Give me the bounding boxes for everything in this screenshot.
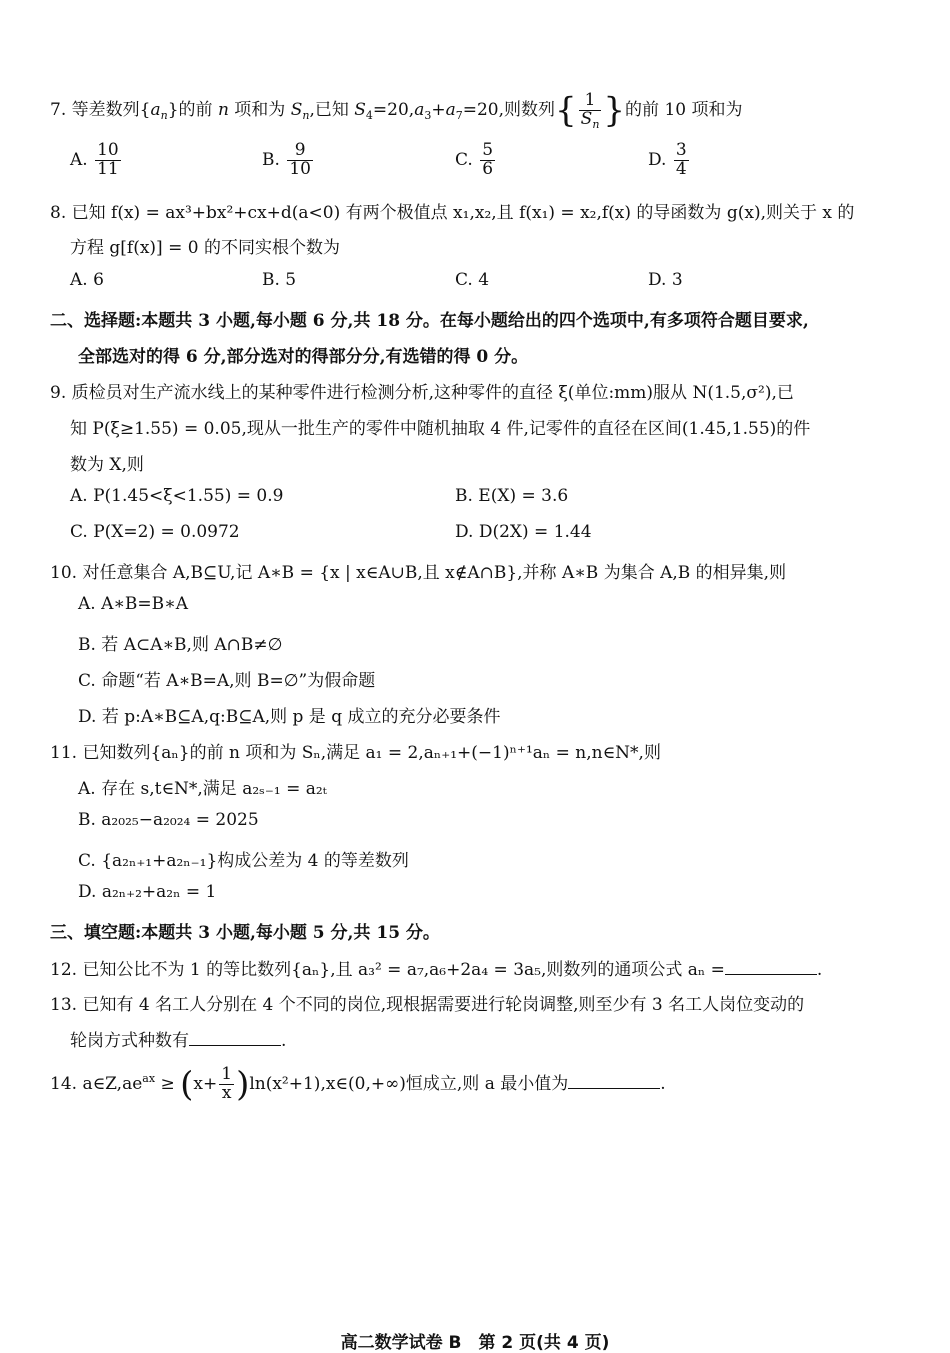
q8-option-a[interactable]: A. 6	[70, 270, 104, 290]
q13-answer-blank[interactable]	[189, 1031, 281, 1046]
section2-heading-line2: 全部选对的得 6 分,部分选对的得部分分,有选错的得 0 分。	[78, 347, 529, 367]
q9-option-b[interactable]: B. E(X) = 3.6	[455, 486, 569, 506]
q8-option-c[interactable]: C. 4	[455, 270, 490, 290]
section3-heading: 三、填空题:本题共 3 小题,每小题 5 分,共 15 分。	[50, 923, 440, 943]
q10-stem: 10. 对任意集合 A,B⊆U,记 A∗B = {x | x∈A∪B,且 x∉A∩B},并称 A∗B 为集合 A,B 的相异集,则	[50, 563, 787, 583]
q14-answer-blank[interactable]	[568, 1074, 660, 1089]
q13-stem-line2: 轮岗方式种数有 .	[70, 1031, 287, 1051]
q11-option-c[interactable]: C. {a₂ₙ₊₁+a₂ₙ₋₁}构成公差为 4 的等差数列	[78, 851, 409, 871]
q9-stem-line3: 数为 X,则	[70, 455, 144, 475]
q10-option-b[interactable]: B. 若 A⊂A∗B,则 A∩B≠∅	[78, 635, 283, 655]
q9-option-a[interactable]: A. P(1.45<ξ<1.55) = 0.9	[70, 486, 284, 506]
q11-number: 11.	[50, 743, 78, 763]
q8-number: 8.	[50, 203, 67, 223]
q14-number: 14.	[50, 1073, 78, 1094]
q7-seq-fraction: $\frac{1}{S_n}$	[580, 90, 600, 131]
q7-option-a[interactable]: A. $\frac{10}{11}$	[70, 140, 119, 179]
q7-number: 7.	[50, 99, 67, 120]
q8-option-d[interactable]: D. 3	[648, 270, 683, 290]
q13-number: 13.	[50, 995, 78, 1015]
page-footer: 高二数学试卷 B 第 2 页(共 4 页)	[340, 1333, 610, 1353]
q8-stem-line1: 8. 已知 f(x) = ax³+bx²+cx+d(a<0) 有两个极值点 x₁,x₂,且 f(x₁) = x₂,f(x) 的导函数为 g(x),则关于 x 的	[50, 203, 855, 223]
q10-option-c[interactable]: C. 命题“若 A∗B=A,则 B=∅”为假命题	[78, 671, 376, 691]
q7-option-c[interactable]: C. $\frac{5}{6}$	[455, 140, 494, 179]
q12-stem: 12. 已知公比不为 1 的等比数列{aₙ},且 a₃² = a₇,a₆+2a₄ = 3a₅,则数列的通项公式 aₙ = .	[50, 960, 823, 980]
q12-number: 12.	[50, 960, 78, 980]
q8-stem-line2: 方程 g[f(x)] = 0 的不同实根个数为	[70, 238, 340, 258]
q12-answer-blank[interactable]	[725, 960, 817, 975]
q10-option-d[interactable]: D. 若 p:A∗B⊆A,q:B⊆A,则 p 是 q 成立的充分必要条件	[78, 707, 501, 727]
q7-stem: 7. 等差数列$\{a_n\}$的前 n 项和为 $S_n$,已知 $S_4=20,a_3+a_7=20$,则数列{ $\frac{1}{S_n}$ }的前 10 项和为	[50, 90, 743, 131]
q9-number: 9.	[50, 383, 67, 403]
q11-option-a[interactable]: A. 存在 s,t∈N*,满足 a₂ₛ₋₁ = a₂ₜ	[78, 779, 327, 799]
q11-option-b[interactable]: B. a₂₀₂₅−a₂₀₂₄ = 2025	[78, 810, 259, 830]
q7-option-d[interactable]: D. $\frac{3}{4}$	[648, 140, 687, 179]
q9-option-d[interactable]: D. D(2X) = 1.44	[455, 522, 592, 542]
q11-option-d[interactable]: D. a₂ₙ₊₂+a₂ₙ = 1	[78, 882, 217, 902]
q14-fraction: $\frac{1}{x}$	[221, 1064, 233, 1103]
q10-option-a[interactable]: A. A∗B=B∗A	[78, 594, 188, 614]
q7-option-b[interactable]: B. $\frac{9}{10}$	[262, 140, 311, 179]
q9-option-c[interactable]: C. P(X=2) = 0.0972	[70, 522, 240, 542]
q11-stem: 11. 已知数列{aₙ}的前 n 项和为 Sₙ,满足 a₁ = 2,aₙ₊₁+(−1)ⁿ⁺¹aₙ = n,n∈N*,则	[50, 743, 661, 763]
q14-stem: 14. $a\in Z,ae^{ax} \ge (x+$ $\frac{1}{x}$ )ln(x²+1),x∈(0,+∞)恒成立,则 a 最小值为 .	[50, 1064, 666, 1105]
section2-heading-line1: 二、选择题:本题共 3 小题,每小题 6 分,共 18 分。在每小题给出的四个选项中,有多项符合题目要求,	[50, 311, 809, 331]
q9-stem-line2: 知 P(ξ≥1.55) = 0.05,现从一批生产的零件中随机抽取 4 件,记零件的直径在区间(1.45,1.55)的件	[70, 419, 811, 439]
q9-stem-line1: 9. 质检员对生产流水线上的某种零件进行检测分析,这种零件的直径 ξ(单位:mm)服从 N(1.5,σ²),已	[50, 383, 794, 403]
q8-option-b[interactable]: B. 5	[262, 270, 297, 290]
q13-stem-line1: 13. 已知有 4 名工人分别在 4 个不同的岗位,现根据需要进行轮岗调整,则至少有 3 名工人岗位变动的	[50, 995, 805, 1015]
q10-number: 10.	[50, 563, 78, 583]
